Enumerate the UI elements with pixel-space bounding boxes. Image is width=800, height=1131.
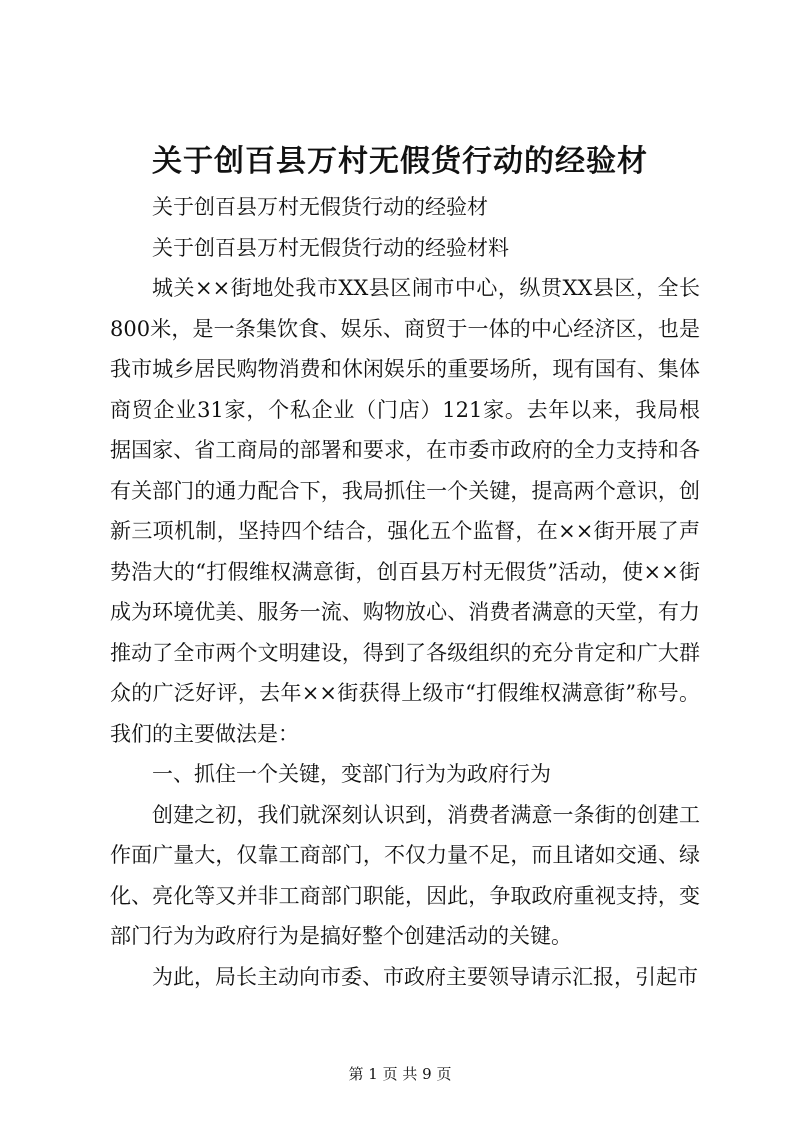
- paragraph-intro: 城关××街地处我市XX县区闹市中心，纵贯XX县区，全长800米，是一条集饮食、娱乐、商贸于一体的中心经济区，也是我市城乡居民购物消费和休闲娱乐的重要场所，现有国有、集体商贸企业31家，个私企业（门店）121家。去年以来，我局根据国家、省工商局的部署和要求，在市委市政府的全力支持和各有关部门的通力配合下，我局抓住一个关键，提高两个意识，创新三项机制，坚持四个结合，强化五个监督，在××街开展了声势浩大的“打假维权满意街，创百县万村无假货”活动，使××街成为环境优美、服务一流、购物放心、消费者满意的天堂，有力推动了全市两个文明建设，得到了各级组织的充分肯定和广大群众的广泛好评，去年××街获得上级市“打假维权满意街”称号。我们的主要做法是：: [110, 276, 700, 746]
- page-footer: 第 1 页 共 9 页: [348, 1065, 452, 1083]
- paragraph-subtitle-1: 关于创百县万村无假货行动的经验材: [152, 195, 488, 219]
- paragraph-subtitle-2: 关于创百县万村无假货行动的经验材料: [152, 235, 509, 260]
- document-title: 关于创百县万村无假货行动的经验材: [152, 144, 648, 179]
- paragraph-section-1-cont: 为此，局长主动向市委、市政府主要领导请示汇报，引起市: [152, 964, 698, 989]
- section-heading-1: 一、抓住一个关键，变部门行为为政府行为: [152, 762, 551, 786]
- paragraph-section-1: 创建之初，我们就深刻认识到，消费者满意一条街的创建工作面广量大，仅靠工商部门，不仅力量不足，而且诸如交通、绿化、亮化等又并非工商部门职能，因此，争取政府重视支持，变部门行为为政府行为是搞好整个创建活动的关键。: [110, 802, 700, 948]
- document-body: [110, 187, 700, 997]
